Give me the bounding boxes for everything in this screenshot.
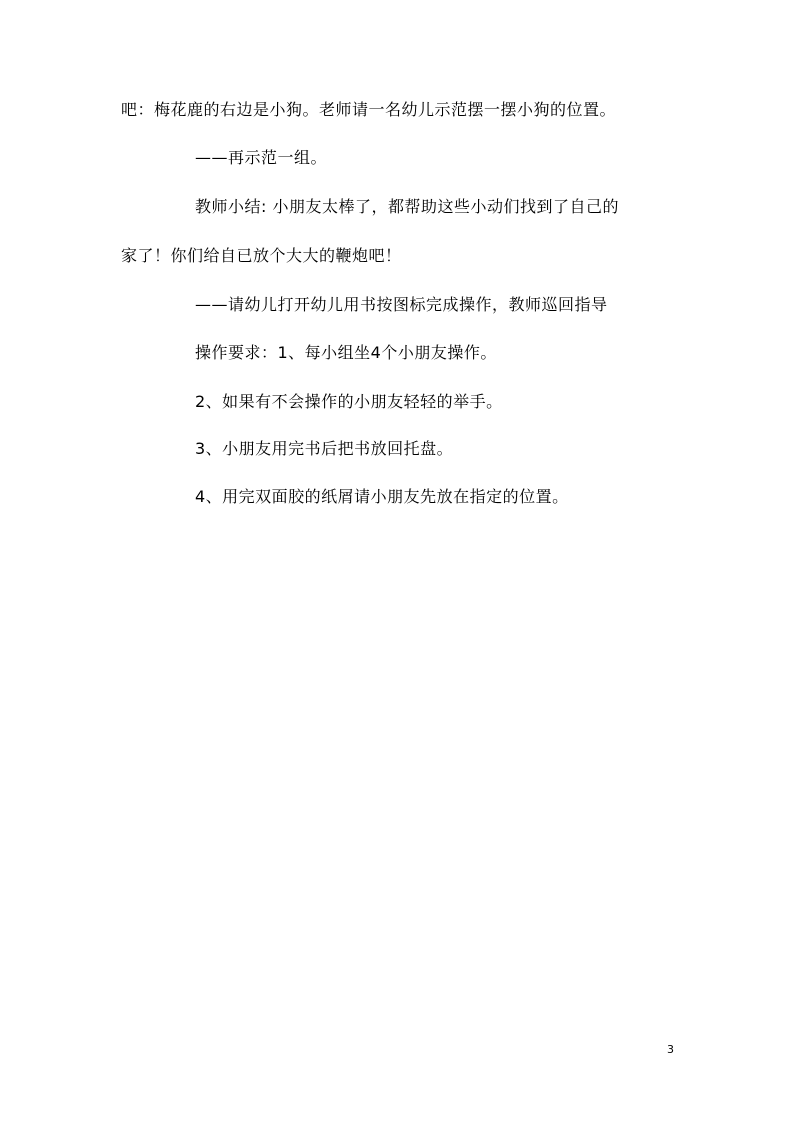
page-number: 3: [667, 1043, 674, 1056]
body-text-line: 3、小朋友用完书后把书放回托盘。: [195, 439, 454, 458]
body-text-line: 2、如果有不会操作的小朋友轻轻的举手。: [195, 392, 503, 411]
body-text-line: ——请幼儿打开幼儿用书按图标完成操作，教师巡回指导: [195, 295, 608, 314]
body-text-line: 吧：梅花鹿的右边是小狗。老师请一名幼儿示范摆一摆小狗的位置。: [121, 100, 617, 119]
body-text-line: 操作要求：1、每小组坐4个小朋友操作。: [195, 343, 497, 362]
body-text-line: ——再示范一组。: [195, 148, 328, 167]
body-text-line: 教师小结: 小朋友太棒了，都帮助这些小动们找到了自己的: [195, 197, 619, 216]
body-text-line: 4、用完双面胶的纸屑请小朋友先放在指定的位置。: [195, 487, 569, 506]
body-text-line: 家了！你们给自已放个大大的鞭炮吧！: [121, 246, 402, 265]
